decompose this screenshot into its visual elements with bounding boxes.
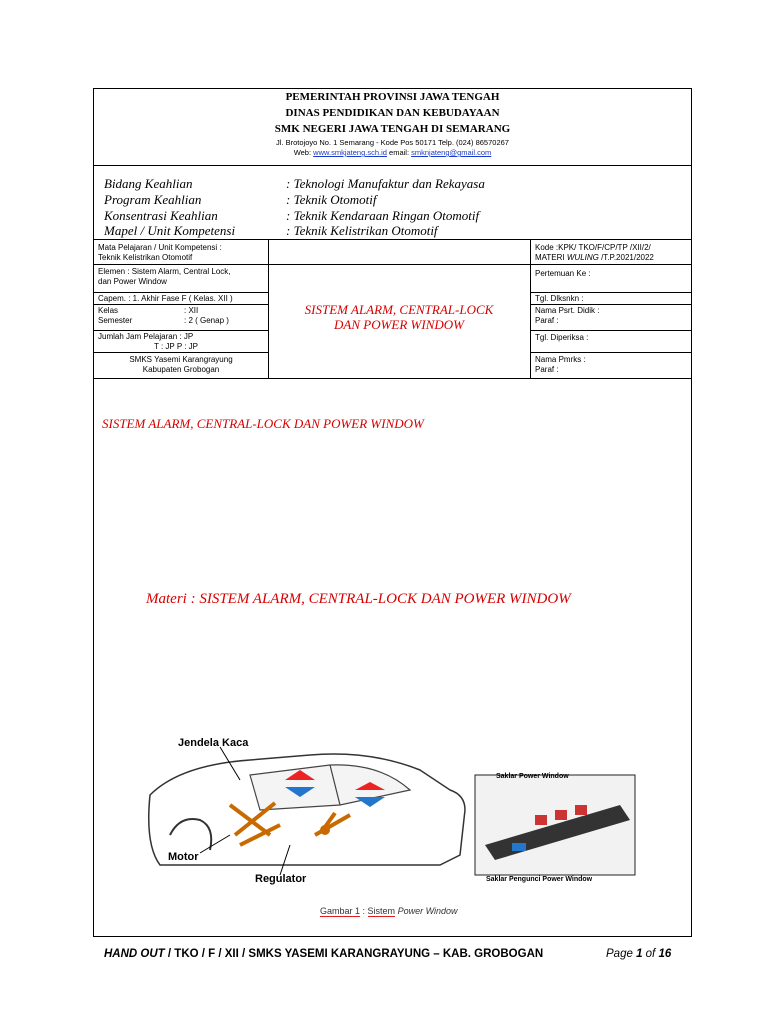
info-grid <box>94 240 691 379</box>
capem-cell: Capem. : 1. Akhir Fase F ( Kelas. XII ) <box>98 294 233 303</box>
pertemuan-cell: Pertemuan Ke : <box>535 269 591 278</box>
letterhead <box>94 89 691 166</box>
center-title <box>270 302 528 332</box>
nama-pmrks-cell <box>531 354 691 376</box>
grid-rule <box>94 264 268 265</box>
program-label: Program Keahlian <box>104 192 202 207</box>
jumlah-cell <box>94 331 268 353</box>
body-title: SISTEM ALARM, CENTRAL-LOCK DAN POWER WINDOW <box>102 416 424 431</box>
mapel-text-1: Mata Pelajaran / Unit Kompetensi : <box>98 243 222 252</box>
nama-psrt-text: Nama Psrt. Didik : <box>535 306 600 315</box>
kode-tp: /T.P.2021/2022 <box>598 253 654 262</box>
sekolah-text-1: SMKS Yasemi Karangrayung <box>129 355 233 364</box>
mapel-cell <box>94 242 268 264</box>
caption-number: Gambar 1 <box>320 906 361 916</box>
header-contact <box>94 148 691 158</box>
page-total: 16 <box>658 948 672 960</box>
caption-rest: Power Window <box>395 906 458 916</box>
page-of: of <box>642 948 659 960</box>
sekolah-text-2: Kabupaten Grobogan <box>142 365 220 374</box>
grid-divider <box>268 240 269 378</box>
konsentrasi-label: Konsentrasi Keahlian <box>104 208 218 223</box>
konsentrasi-value: : Teknik Kendaraan Ringan Otomotif <box>286 208 480 223</box>
mapel-label: Mapel / Unit Kompetensi <box>104 223 236 238</box>
nama-psrt-cell <box>531 305 691 327</box>
bidang-label: Bidang Keahlian <box>104 176 193 191</box>
caption-sep: : <box>360 906 368 916</box>
email-link[interactable]: smknjateng@gmail.com <box>411 148 492 157</box>
page-footer <box>104 948 684 960</box>
power-window-illustration <box>140 735 640 885</box>
header-line-3: SMK NEGERI JAWA TENGAH DI SEMARANG <box>274 123 511 135</box>
web-prefix: Web: <box>293 148 312 157</box>
semester-label: Semester <box>98 316 133 325</box>
nama-pmrks-text: Nama Pmrks : <box>535 355 586 364</box>
page-word: Page <box>606 948 637 960</box>
label-jendela-kaca: Jendela Kaca <box>178 737 249 749</box>
page-current: 1 <box>636 948 643 960</box>
email-prefix: email: <box>389 148 410 157</box>
kode-materi: MATERI <box>535 253 567 262</box>
elemen-cell <box>94 266 268 288</box>
caption-sistem: Sistem <box>367 906 396 916</box>
program-value: : Teknik Otomotif <box>286 192 377 207</box>
materi-title: Materi : SISTEM ALARM, CENTRAL-LOCK DAN POWER WINDOW <box>146 591 571 607</box>
web-link[interactable]: www.smkjateng.sch.id <box>313 148 387 157</box>
kode-wuling: WULING <box>566 253 599 262</box>
tgl-diperiksa-cell: Tgl. Diperiksa : <box>535 333 589 342</box>
sekolah-cell <box>94 354 268 376</box>
jumlah-text-1: Jumlah Jam Pelajaran : JP <box>98 332 194 341</box>
figure-caption <box>320 906 458 916</box>
header-line-1: PEMERINTAH PROVINSI JAWA TENGAH <box>285 91 500 103</box>
label-motor: Motor <box>168 851 199 863</box>
kelas-value: : XII <box>184 306 199 315</box>
page-number <box>606 948 671 960</box>
footer-school: / TKO / F / XII / SMKS YASEMI KARANGRAYUNG – KAB. GROBOGAN <box>164 948 544 960</box>
tgl-dlksnkn-cell: Tgl. Dlksnkn : <box>535 294 584 303</box>
label-saklar-pengunci: Saklar Pengunci Power Window <box>486 876 593 883</box>
kode-text-1: Kode :KPK/ TKO/F/CP/TP /XII/2/ <box>535 243 651 252</box>
bidang-value: : Teknologi Manufaktur dan Rekayasa <box>286 176 485 191</box>
kode-text-2 <box>535 253 687 263</box>
center-title-line-1: SISTEM ALARM, CENTRAL-LOCK <box>304 302 494 317</box>
center-title-line-2: DAN POWER WINDOW <box>334 317 464 332</box>
grid-rule <box>269 264 530 265</box>
kode-cell <box>531 242 691 264</box>
grid-rule <box>531 264 691 265</box>
paraf-1-text: Paraf : <box>535 316 559 325</box>
elemen-text-1: Elemen : Sistem Alarm, Central Lock, <box>98 267 231 276</box>
footer-handout: HAND OUT <box>104 948 165 960</box>
kelas-label: Kelas <box>98 306 119 315</box>
bidang-block <box>94 166 691 240</box>
grid-rule <box>531 330 691 331</box>
label-saklar-power-window: Saklar Power Window <box>496 773 569 780</box>
mapel-text-2: Teknik Kelistrikan Otomotif <box>98 253 193 262</box>
power-window-figure <box>140 735 640 885</box>
header-line-2: DINAS PENDIDIKAN DAN KEBUDAYAAN <box>285 107 500 119</box>
elemen-text-2: dan Power Window <box>98 277 167 286</box>
label-regulator: Regulator <box>255 873 307 885</box>
semester-value: : 2 ( Genap ) <box>184 316 229 325</box>
mapel-value: : Teknik Kelistrikan Otomotif <box>286 223 438 238</box>
jumlah-text-2: T : JP P : JP <box>154 342 199 351</box>
grid-rule <box>531 352 691 353</box>
header-address: Jl. Brotojoyo No. 1 Semarang - Kode Pos 50171 Telp. (024) 86570267 <box>276 138 509 147</box>
paraf-2-text: Paraf : <box>535 365 559 374</box>
kelas-cell <box>94 305 268 330</box>
